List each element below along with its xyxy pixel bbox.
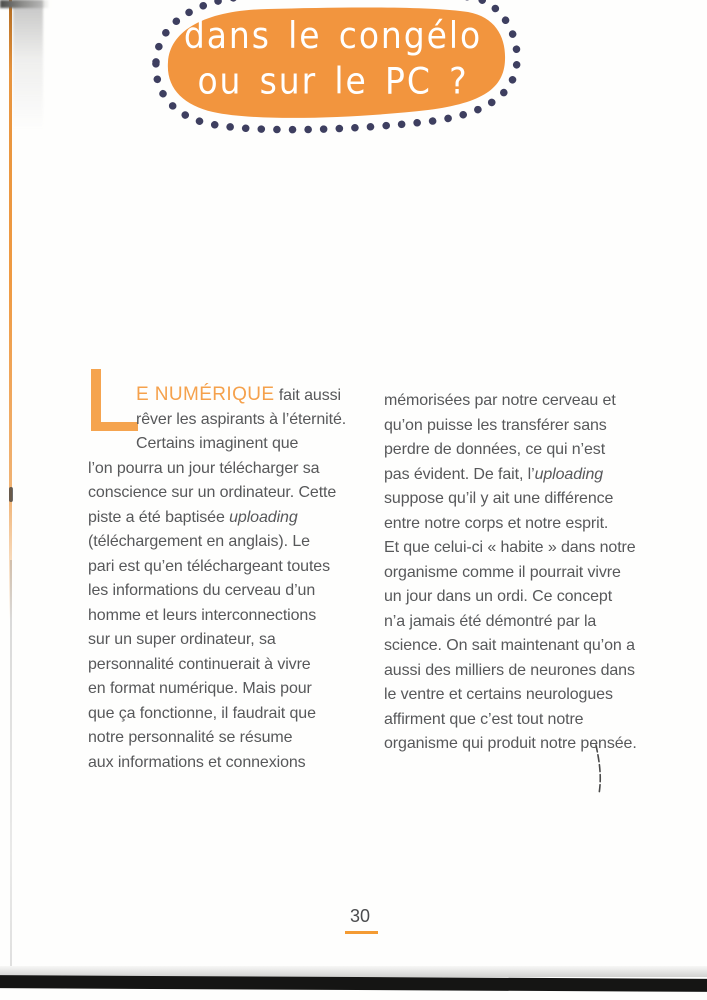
chapter-title-line-1: dans le congélo: [183, 15, 483, 58]
page-number: 30: [349, 906, 371, 926]
text-line: E NUMÉRIQUE fait aussi: [136, 384, 341, 405]
text-line: un jour dans un ordi. Ce concept: [384, 588, 613, 605]
left-page-edge-shadow: [10, 560, 12, 980]
title-bubble: [138, 0, 538, 150]
text-line: aussi des milliers de neurones dans: [384, 661, 635, 679]
text-line: mémorisées par notre cerveau et: [384, 392, 616, 409]
bottom-scan-bar: [0, 975, 707, 992]
text-line: Certains imaginent que: [136, 435, 299, 452]
text-line: le ventre et certains neurologues: [384, 686, 613, 703]
text-line: l’on pourra un jour télécharger sa: [88, 459, 320, 477]
text-line: pari est qu’en téléchargeant toutes: [88, 557, 331, 575]
text-line: sur un super ordinateur, sa: [88, 631, 276, 648]
text-line: suppose qu’il y ait une différence: [384, 490, 614, 507]
text-line: les informations du cerveau d’un: [88, 582, 316, 599]
page-number-underline: [345, 931, 378, 934]
chapter-title-line-2: ou sur le PC ?: [197, 60, 469, 104]
text-line: (téléchargement en anglais). Le: [88, 533, 310, 550]
text-line: n’a jamais été démontré par la: [384, 612, 597, 630]
text-line: organisme qui produit notre pensée.: [384, 735, 637, 752]
text-line: personnalité continuerait à vivre: [88, 655, 311, 673]
text-line: notre personnalité se résume: [88, 729, 293, 746]
left-corner-shadow: [13, 0, 43, 130]
top-corner-smudge: [0, 0, 50, 8]
chapter-title: [183, 14, 484, 105]
left-page-edge-strip: [9, 0, 12, 620]
text-line: organisme comme il pourrait vivre: [384, 563, 621, 581]
text-line: rêver les aspirants à l’éternité.: [136, 410, 347, 428]
text-line: perdre de données, ce qui n’est: [384, 441, 606, 458]
article-column-right: [384, 389, 664, 757]
text-line: piste a été baptisée uploading: [88, 508, 298, 526]
text-line: que ça fonctionne, il faudrait que: [88, 704, 316, 722]
text-line: aux informations et connexions: [88, 753, 306, 771]
text-line: conscience sur un ordinateur. Cette: [88, 484, 337, 501]
text-line: pas évident. De fait, l’uploading: [384, 465, 604, 483]
text-line: homme et leurs interconnections: [88, 606, 317, 624]
text-line: science. On sait maintenant qu’on a: [384, 637, 635, 654]
text-line: Et que celui-ci « habite » dans notre: [384, 539, 636, 556]
edge-mark: [9, 487, 13, 502]
text-line: entre notre corps et notre esprit.: [384, 514, 609, 532]
text-line: en format numérique. Mais pour: [88, 680, 312, 697]
text-line: affirment que c’est tout notre: [384, 710, 584, 728]
article-column-left: [88, 383, 356, 775]
pen-stroke-mark: [588, 742, 610, 798]
text-line: qu’on puisse les transférer sans: [384, 416, 607, 434]
